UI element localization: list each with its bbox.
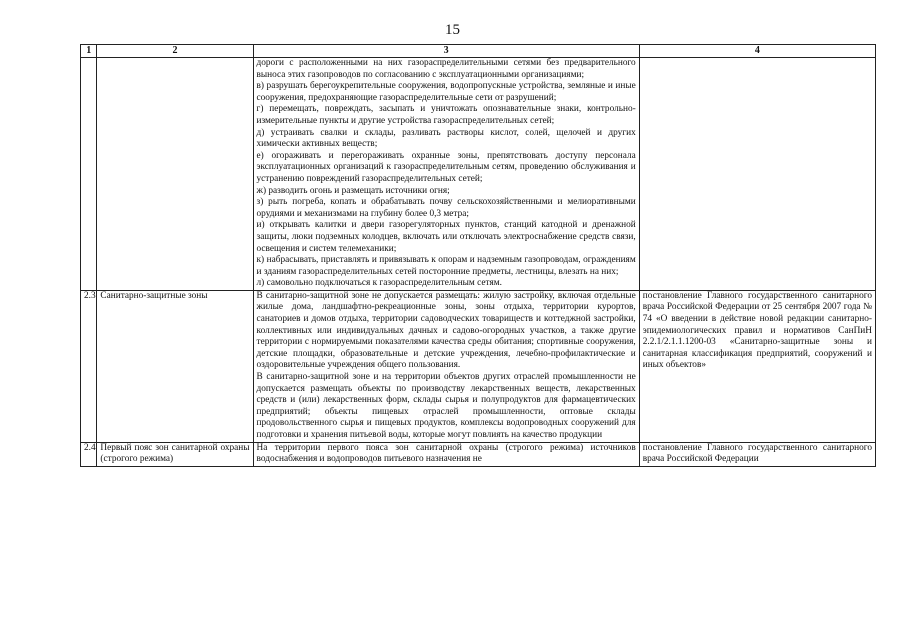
restriction-paragraph: л) самовольно подключаться к газораспределительным сетям.: [256, 278, 502, 289]
row-number: [81, 58, 97, 291]
zone-name: Санитарно-защитные зоны: [97, 290, 253, 442]
column-header: 4: [639, 45, 875, 58]
restriction-paragraph: В санитарно-защитной зоне не допускается размещать: жилую застройку, включая отдельные жилые дома, ландшафтно-рекреационные зоны, зоны отдыха, территории курортов, санаториев и домов отдыха, территории садоводческих товариществ и коттеджной застройки, коллективных или индивидуальных дачных и садово-огородных участков, а также другие территории с нормируемыми показателями качества среды обитания; спортивные сооружения, детские площадки, образовательные и детские учреждения, лечебно-профилактические и оздоровительные учреждения общего пользования.: [256, 290, 636, 371]
restrictions-cell: [253, 290, 639, 442]
row-number: 2.3: [81, 290, 97, 442]
restriction-paragraph: к) набрасывать, приставлять и привязывать к опорам и надземным газопроводам, ограждениям и зданиям газораспределительных сетей посторонние предметы, лестницы, влезать на них;: [256, 255, 636, 277]
zone-name-text: Первый пояс зон санитарной охраны (строгого режима): [100, 442, 250, 465]
restrictions-cell: [253, 58, 639, 291]
restriction-paragraph: В санитарно-защитной зоне и на территории объектов других отраслей промышленности не допускается размещать объекты по производству лекарственных веществ, лекарственных средств и (или) лекарственных форм, склады сырья и полупродуктов для фармацевтических предприятий; объекты пищевых отраслей промышленности, оптовые склады продовольственного сырья и пищевых продуктов, комплексы водопроводных сооружений для подготовки и хранения питьевой воды, которые могут повлиять на качество продукции: [256, 372, 636, 440]
table-row: [81, 442, 876, 466]
legal-basis-text: постановление Главного государственного санитарного врача Российской Федерации: [642, 442, 872, 465]
restriction-paragraph: в) разрушать берегоукрепительные сооружения, водопропускные устройства, земляные и иные сооружения, предохраняющие газораспределительные сети от разрушений;: [256, 81, 636, 103]
table-row: [81, 58, 876, 291]
zone-name: [97, 58, 253, 291]
restriction-paragraph: е) огораживать и перегораживать охранные зоны, препятствовать доступу персонала эксплуатационных организаций к газораспределительным сетям, проведению обслуживания и устранению повреждений газораспределительных сетей;: [256, 150, 636, 184]
legal-basis-cell: [639, 442, 875, 466]
table-header-row: [81, 45, 876, 58]
restriction-paragraph: ж) разводить огонь и размещать источники огня;: [256, 185, 450, 196]
zone-name: [97, 442, 253, 466]
column-header: 2: [97, 45, 253, 58]
restriction-paragraph: г) перемещать, повреждать, засыпать и уничтожать опознавательные знаки, контрольно-измерительные пункты и другие устройства газораспределительных сетей;: [256, 104, 636, 126]
table-row: [81, 290, 876, 442]
restriction-paragraph: дороги с расположенными на них газораспределительными сетями без предварительного выноса этих газопроводов по согласованию с эксплуатационными организациями;: [256, 58, 636, 80]
legal-basis-text: постановление Главного государственного санитарного врача Российской Федерации от 25 сентября 2007 года № 74 «О введении в действие новой редакции санитарно-эпидемиологических правил и нормативов СанПиН 2.2.1/2.1.1.1200-03 «Санитарно-защитные зоны и санитарная классификация предприятий, сооружений и иных объектов»: [642, 290, 872, 371]
row-number: 2.4: [81, 442, 97, 466]
column-header: 3: [253, 45, 639, 58]
legal-basis-cell: [639, 290, 875, 442]
restriction-paragraph: и) открывать калитки и двери газорегуляторных пунктов, станций катодной и дренажной защиты, люки подземных колодцев, включать или отключать электроснабжение средств связи, освещения и систем телемеханики;: [256, 220, 636, 254]
restriction-paragraph: з) рыть погреба, копать и обрабатывать почву сельскохозяйственными и мелиоративными орудиями и механизмами на глубину более 0,3 метра;: [256, 197, 636, 219]
legal-basis-cell: [639, 58, 875, 291]
page-number: 15: [445, 22, 460, 38]
restriction-paragraph: На территории первого пояса зон санитарной охраны (строгого режима) источников водоснабжения и водопроводов питьевого назначения не: [256, 442, 636, 465]
restrictions-cell: [253, 442, 639, 466]
column-header: 1: [81, 45, 97, 58]
regulations-table: [80, 44, 876, 467]
restriction-paragraph: д) устраивать свалки и склады, разливать растворы кислот, солей, щелочей и других химически активных веществ;: [256, 127, 636, 150]
